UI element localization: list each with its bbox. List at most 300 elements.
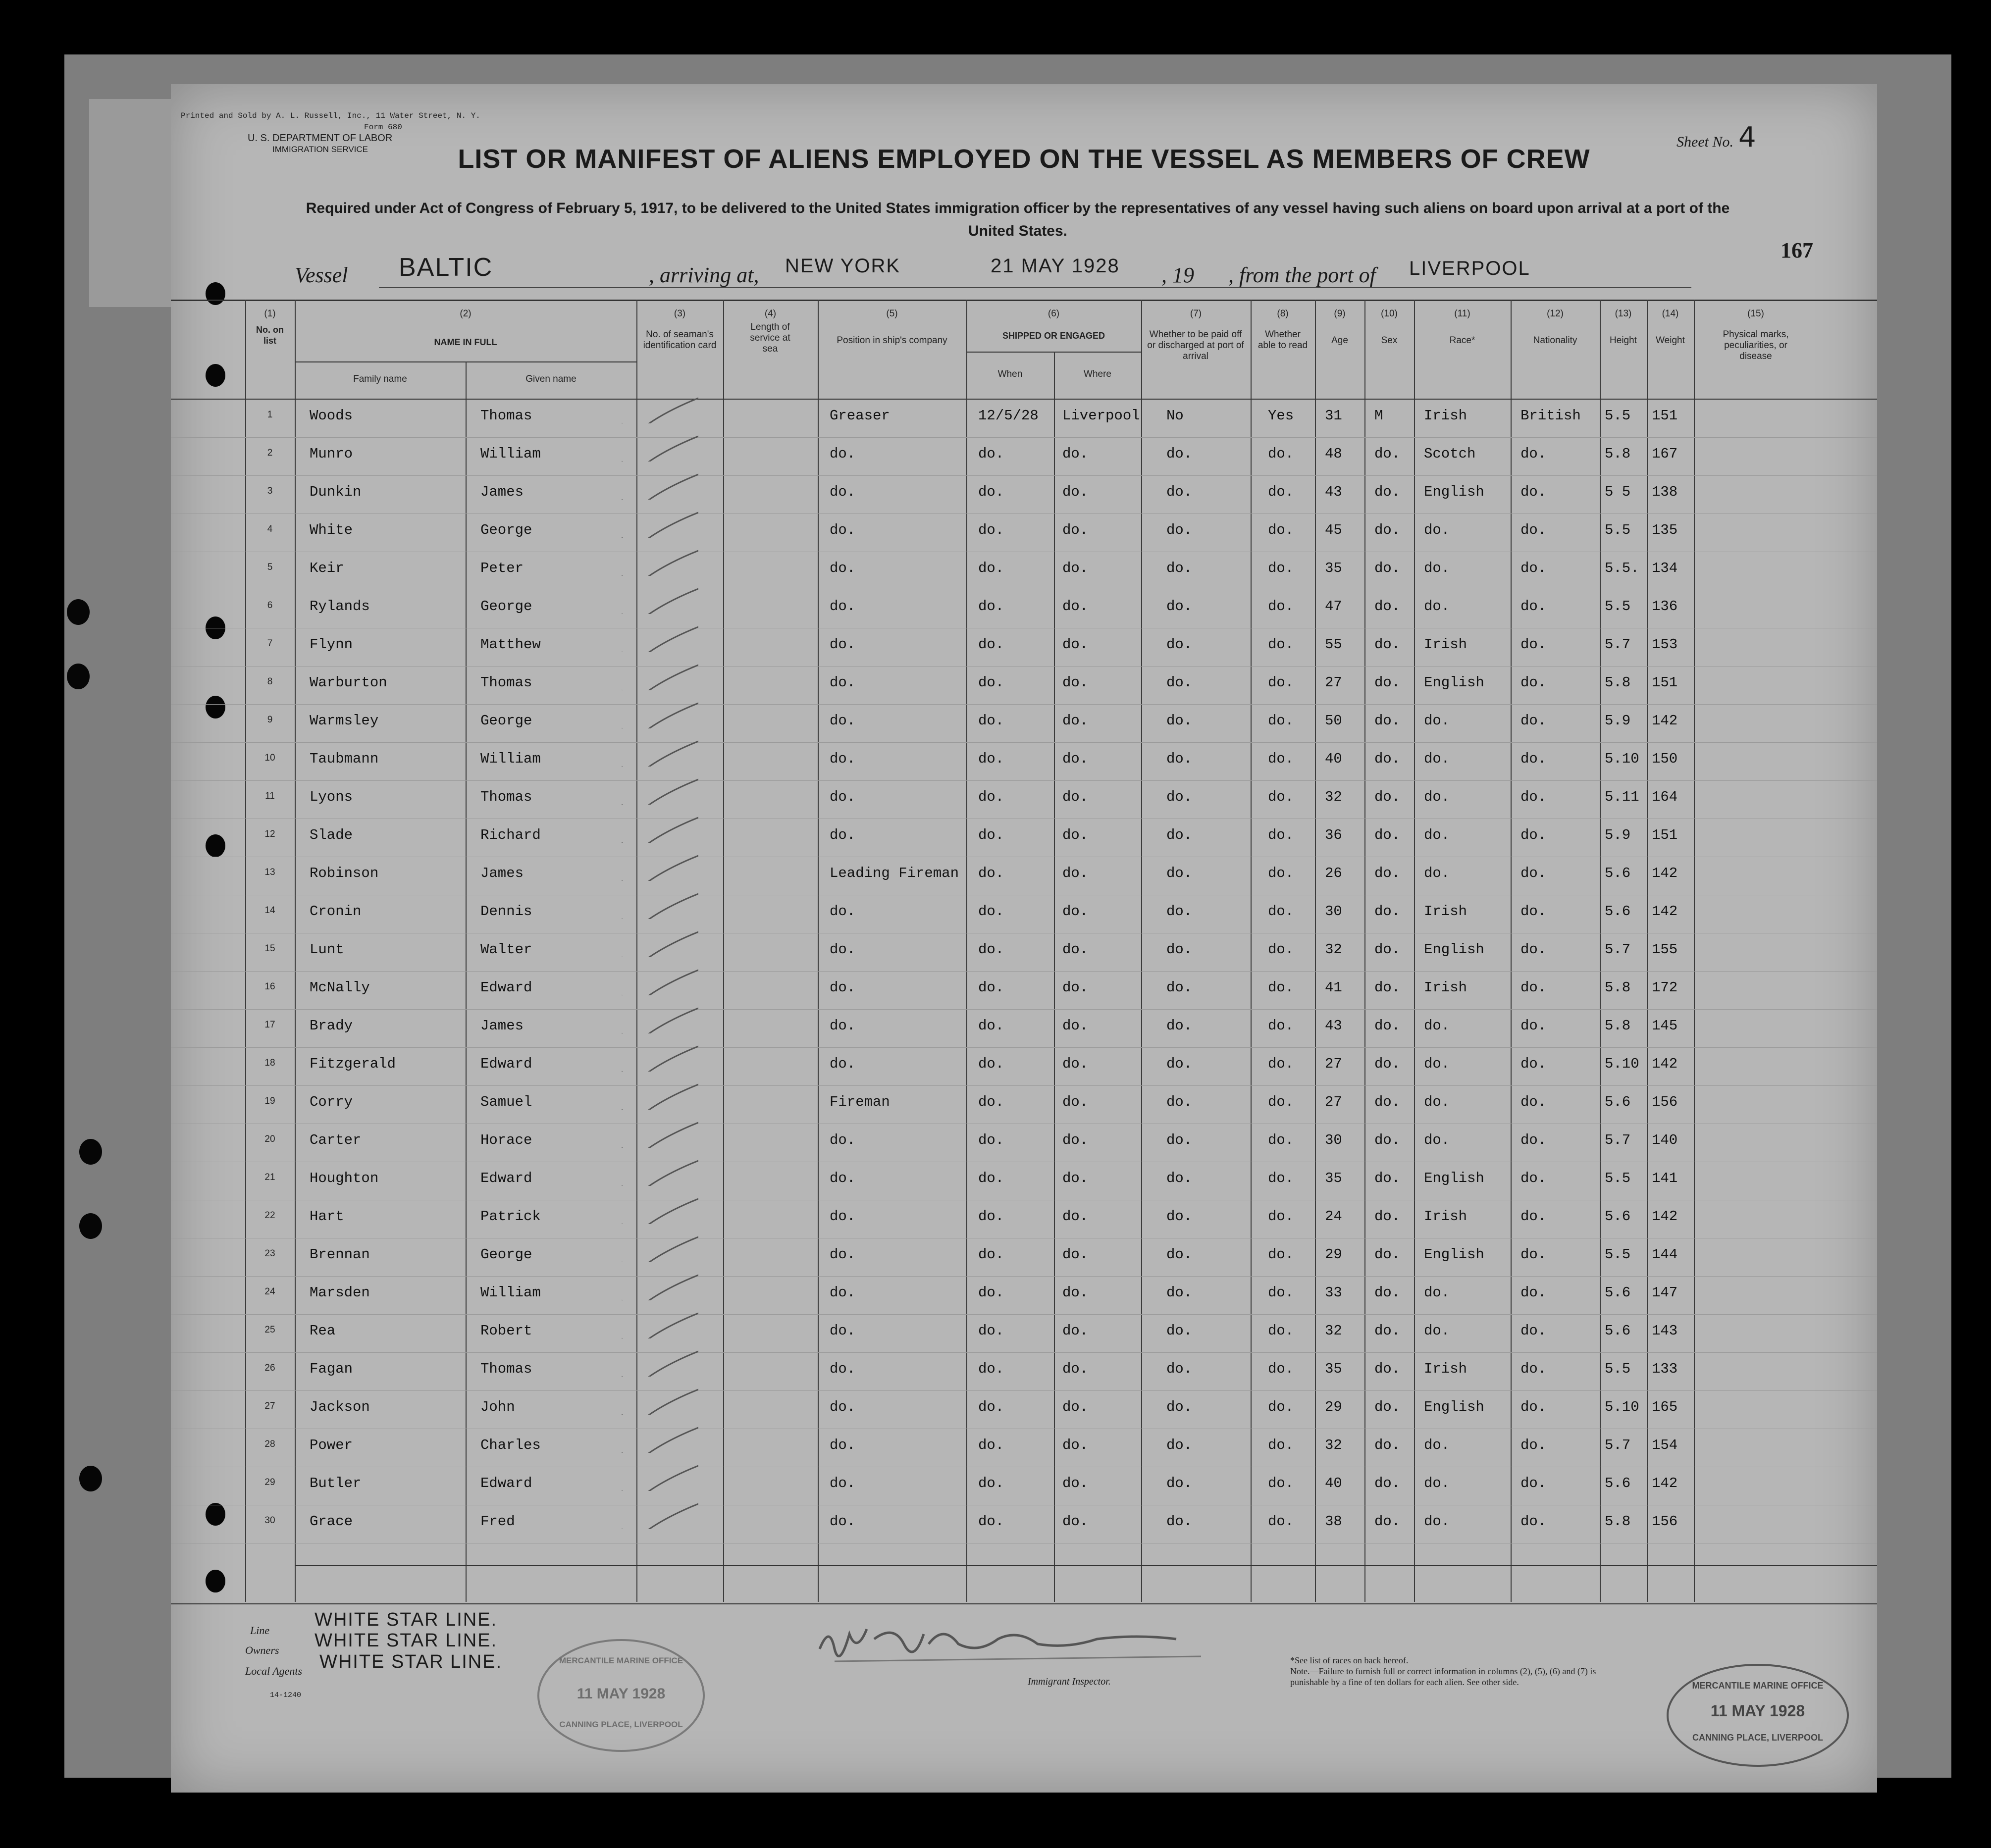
able-to-read-cell: do. — [1268, 941, 1294, 958]
position-cell: do. — [830, 560, 856, 576]
paid-off-cell: do. — [1166, 674, 1193, 691]
binder-hole — [79, 1139, 102, 1165]
given-name-cell: Matthew — [480, 636, 541, 653]
paid-off-cell: No — [1166, 408, 1184, 424]
position-cell: do. — [830, 979, 856, 996]
sex-cell: do. — [1374, 522, 1401, 538]
race-cell: do. — [1424, 560, 1450, 576]
given-name-cell: Thomas — [480, 789, 532, 805]
column-divider — [245, 300, 246, 1602]
sex-cell: do. — [1374, 1284, 1401, 1301]
able-to-read-cell: do. — [1268, 636, 1294, 653]
nationality-cell: do. — [1520, 1094, 1547, 1110]
weight-cell: 138 — [1652, 484, 1678, 500]
paid-off-cell: do. — [1166, 1323, 1193, 1339]
family-name-cell: Keir — [310, 560, 344, 576]
shipped-when-cell: do. — [978, 827, 1004, 843]
row-number-cell: 3 — [267, 486, 273, 496]
column-divider — [1141, 300, 1142, 1602]
check-mark-icon — [614, 432, 698, 462]
check-mark-icon — [614, 927, 698, 957]
given-name-cell: Edward — [480, 1056, 532, 1072]
row-rule — [171, 475, 1877, 476]
column-divider — [466, 361, 467, 1602]
position-cell: do. — [830, 484, 856, 500]
row-rule — [171, 704, 1877, 705]
weight-cell: 134 — [1652, 560, 1678, 576]
shipped-when-cell: do. — [978, 865, 1004, 881]
race-cell: Irish — [1424, 1361, 1467, 1377]
age-cell: 36 — [1325, 827, 1342, 843]
paid-off-cell: do. — [1166, 1361, 1193, 1377]
able-to-read-cell: do. — [1268, 1018, 1294, 1034]
nationality-cell: do. — [1520, 522, 1547, 538]
row-rule — [171, 1352, 1877, 1353]
nationality-cell: do. — [1520, 751, 1547, 767]
paid-off-cell: do. — [1166, 903, 1193, 920]
height-cell: 5.7 — [1605, 1132, 1631, 1148]
family-name-cell: Jackson — [310, 1399, 370, 1415]
family-name-cell: Marsden — [310, 1284, 370, 1301]
position-cell: do. — [830, 789, 856, 805]
family-name-cell: Power — [310, 1437, 353, 1453]
family-name-cell: Brady — [310, 1018, 353, 1034]
row-rule — [171, 1314, 1877, 1315]
nationality-cell: do. — [1520, 1018, 1547, 1034]
able-to-read-cell: do. — [1268, 1513, 1294, 1530]
column-divider — [1251, 300, 1252, 1602]
shipped-when-cell: do. — [978, 636, 1004, 653]
family-name-cell: Dunkin — [310, 484, 362, 500]
race-cell: do. — [1424, 1284, 1450, 1301]
height-cell: 5.9 — [1605, 827, 1631, 843]
nationality-cell: do. — [1520, 1513, 1547, 1530]
check-mark-icon — [614, 966, 698, 995]
table-bottom-border — [295, 1565, 1877, 1566]
race-cell: Irish — [1424, 979, 1467, 996]
weight-cell: 142 — [1652, 713, 1678, 729]
col4-number: (4) — [764, 308, 777, 319]
paid-off-cell: do. — [1166, 1513, 1193, 1530]
position-cell: do. — [830, 446, 856, 462]
shipped-where-cell: do. — [1062, 1361, 1089, 1377]
age-cell: 55 — [1325, 636, 1342, 653]
height-cell: 5.5 — [1605, 1361, 1631, 1377]
page-number: 167 — [1781, 238, 1813, 262]
check-mark-icon — [614, 889, 698, 919]
column-divider — [1511, 300, 1512, 1602]
sex-cell: do. — [1374, 1323, 1401, 1339]
col2-header: NAME IN FULL — [434, 337, 497, 347]
nationality-cell: do. — [1520, 1208, 1547, 1225]
weight-cell: 143 — [1652, 1323, 1678, 1339]
sex-cell: do. — [1374, 713, 1401, 729]
races-note: *See list of races on back hereof. — [1290, 1655, 1409, 1665]
height-cell: 5.7 — [1605, 941, 1631, 958]
given-name-cell: George — [480, 598, 532, 615]
position-cell: do. — [830, 1132, 856, 1148]
weight-cell: 142 — [1652, 865, 1678, 881]
age-cell: 32 — [1325, 1323, 1342, 1339]
sex-cell: do. — [1374, 598, 1401, 615]
family-name-cell: Butler — [310, 1475, 362, 1491]
shipped-when-cell: do. — [978, 1284, 1004, 1301]
sex-cell: do. — [1374, 484, 1401, 500]
shipped-where-cell: do. — [1062, 827, 1089, 843]
race-cell: do. — [1424, 751, 1450, 767]
paid-off-cell: do. — [1166, 446, 1193, 462]
check-mark-icon — [614, 851, 698, 881]
position-cell: do. — [830, 674, 856, 691]
sex-cell: do. — [1374, 1399, 1401, 1415]
age-cell: 24 — [1325, 1208, 1342, 1225]
shipped-when-cell: do. — [978, 1056, 1004, 1072]
shipped-where-cell: do. — [1062, 1246, 1089, 1263]
age-cell: 47 — [1325, 598, 1342, 615]
able-to-read-cell: do. — [1268, 903, 1294, 920]
nationality-cell: do. — [1520, 636, 1547, 653]
sex-cell: do. — [1374, 1132, 1401, 1148]
shipped-where-cell: Liverpool — [1062, 408, 1140, 424]
position-cell: do. — [830, 1513, 856, 1530]
given-name-cell: George — [480, 713, 532, 729]
col2b-header: Given name — [525, 374, 576, 384]
row-number-cell: 24 — [264, 1286, 275, 1297]
height-cell: 5.7 — [1605, 636, 1631, 653]
owners-value: WHITE STAR LINE. — [314, 1630, 498, 1651]
given-name-cell: Thomas — [480, 408, 532, 424]
shipped-when-cell: 12/5/28 — [978, 408, 1039, 424]
row-number-cell: 22 — [264, 1210, 275, 1221]
paid-off-cell: do. — [1166, 484, 1193, 500]
given-name-cell: Charles — [480, 1437, 541, 1453]
family-name-cell: Fitzgerald — [310, 1056, 396, 1072]
col9-number: (9) — [1334, 308, 1346, 319]
family-name-cell: Rylands — [310, 598, 370, 615]
sex-cell: M — [1374, 408, 1383, 424]
column-divider — [295, 300, 296, 1602]
age-cell: 43 — [1325, 1018, 1342, 1034]
col1-header: No. on list — [256, 325, 284, 346]
arrival-port: NEW YORK — [785, 255, 901, 277]
col3-number: (3) — [674, 308, 686, 319]
paid-off-cell: do. — [1166, 1246, 1193, 1263]
family-name-cell: Fagan — [310, 1361, 353, 1377]
check-mark-icon — [614, 1080, 698, 1110]
age-cell: 32 — [1325, 941, 1342, 958]
column-divider — [1647, 300, 1648, 1602]
family-name-cell: Lyons — [310, 789, 353, 805]
paid-off-cell: do. — [1166, 598, 1193, 615]
sex-cell: do. — [1374, 446, 1401, 462]
nationality-cell: do. — [1520, 1361, 1547, 1377]
able-to-read-cell: do. — [1268, 713, 1294, 729]
col5-number: (5) — [886, 308, 898, 319]
position-cell: do. — [830, 751, 856, 767]
age-cell: 40 — [1325, 751, 1342, 767]
given-name-cell: James — [480, 484, 524, 500]
height-cell: 5.6 — [1605, 903, 1631, 920]
height-cell: 5.9 — [1605, 713, 1631, 729]
given-name-cell: James — [480, 1018, 524, 1034]
weight-cell: 165 — [1652, 1399, 1678, 1415]
binder-hole — [67, 599, 90, 625]
position-cell: Leading Fireman — [830, 865, 959, 881]
check-mark-icon — [614, 1499, 698, 1529]
row-number-cell: 23 — [264, 1248, 275, 1259]
shipped-when-cell: do. — [978, 1018, 1004, 1034]
position-cell: do. — [830, 1018, 856, 1034]
height-cell: 5.6 — [1605, 1208, 1631, 1225]
col13-header: Height — [1610, 335, 1637, 346]
col1-number: (1) — [264, 308, 276, 319]
paid-off-cell: do. — [1166, 751, 1193, 767]
paid-off-cell: do. — [1166, 789, 1193, 805]
weight-cell: 140 — [1652, 1132, 1678, 1148]
able-to-read-cell: do. — [1268, 789, 1294, 805]
shipped-when-cell: do. — [978, 560, 1004, 576]
row-number-cell: 2 — [267, 448, 273, 458]
agents-label: Local Agents — [245, 1665, 303, 1677]
race-cell: do. — [1424, 713, 1450, 729]
paid-off-cell: do. — [1166, 636, 1193, 653]
height-cell: 5.5. — [1605, 560, 1639, 576]
age-cell: 33 — [1325, 1284, 1342, 1301]
row-number-cell: 14 — [264, 905, 275, 916]
sex-cell: do. — [1374, 903, 1401, 920]
row-number-cell: 1 — [267, 410, 273, 420]
able-to-read-cell: do. — [1268, 446, 1294, 462]
race-cell: Irish — [1424, 1208, 1467, 1225]
shipped-when-cell: do. — [978, 1170, 1004, 1186]
department-label: U. S. DEPARTMENT OF LABOR — [248, 133, 393, 144]
vessel-label: Vessel — [295, 263, 348, 287]
position-cell: do. — [830, 1323, 856, 1339]
shipped-when-cell: do. — [978, 1208, 1004, 1225]
race-cell: do. — [1424, 522, 1450, 538]
age-cell: 27 — [1325, 1056, 1342, 1072]
able-to-read-cell: do. — [1268, 560, 1294, 576]
nationality-cell: do. — [1520, 941, 1547, 958]
check-mark-icon — [614, 546, 698, 576]
row-rule — [171, 971, 1877, 972]
shipped-where-cell: do. — [1062, 674, 1089, 691]
row-number-cell: 6 — [267, 600, 273, 611]
family-name-cell: Robinson — [310, 865, 379, 881]
able-to-read-cell: do. — [1268, 1399, 1294, 1415]
col6-number: (6) — [1048, 308, 1060, 319]
col9-header: Age — [1331, 335, 1348, 346]
able-to-read-cell: do. — [1268, 1284, 1294, 1301]
shipped-where-cell: do. — [1062, 598, 1089, 615]
line-value: WHITE STAR LINE. — [314, 1609, 498, 1630]
shipped-when-cell: do. — [978, 1323, 1004, 1339]
able-to-read-cell: do. — [1268, 1475, 1294, 1491]
height-cell: 5.5 — [1605, 522, 1631, 538]
col12-number: (12) — [1547, 308, 1564, 319]
col12-header: Nationality — [1533, 335, 1577, 346]
weight-cell: 145 — [1652, 1018, 1678, 1034]
check-mark-icon — [614, 775, 698, 805]
row-rule — [171, 1276, 1877, 1277]
shipped-when-cell: do. — [978, 751, 1004, 767]
weight-cell: 133 — [1652, 1361, 1678, 1377]
given-name-cell: James — [480, 865, 524, 881]
height-cell: 5.11 — [1605, 789, 1639, 805]
able-to-read-cell: do. — [1268, 1246, 1294, 1263]
weight-cell: 154 — [1652, 1437, 1678, 1453]
nationality-cell: do. — [1520, 1437, 1547, 1453]
paid-off-cell: do. — [1166, 560, 1193, 576]
nationality-cell: do. — [1520, 865, 1547, 881]
check-mark-icon — [614, 1156, 698, 1186]
age-cell: 35 — [1325, 1170, 1342, 1186]
stamp-date: 11 MAY 1928 — [1710, 1702, 1805, 1720]
page-subtitle: Required under Act of Congress of February 5, 1917, to be delivered to the United States immigration officer by the representatives of any vessel having such aliens on board upon arrival at a port of the United States. — [306, 200, 1730, 239]
departure-port: LIVERPOOL — [1409, 257, 1530, 279]
height-cell: 5.8 — [1605, 446, 1631, 462]
able-to-read-cell: do. — [1268, 1056, 1294, 1072]
check-mark-icon — [614, 1347, 698, 1377]
form-code: 14-1240 — [270, 1691, 302, 1699]
shipped-when-cell: do. — [978, 1094, 1004, 1110]
race-cell: do. — [1424, 1056, 1450, 1072]
from-port-label: , from the port of — [1228, 263, 1376, 287]
paid-off-cell: do. — [1166, 1132, 1193, 1148]
table-top-border — [171, 300, 1877, 301]
nationality-cell: do. — [1520, 598, 1547, 615]
family-name-cell: Munro — [310, 446, 353, 462]
shipped-when-cell: do. — [978, 1475, 1004, 1491]
col6-header: SHIPPED OR ENGAGED — [1002, 331, 1105, 341]
age-cell: 32 — [1325, 789, 1342, 805]
crew-table — [171, 300, 1877, 1602]
race-cell: English — [1424, 674, 1484, 691]
position-cell: Fireman — [830, 1094, 890, 1110]
height-cell: 5 5 — [1605, 484, 1631, 500]
row-number-cell: 13 — [264, 867, 275, 877]
row-number-cell: 21 — [264, 1172, 275, 1182]
office-stamp-right — [1667, 1664, 1849, 1767]
manifest-page — [171, 84, 1877, 1793]
family-name-cell: Houghton — [310, 1170, 379, 1186]
race-cell: do. — [1424, 1018, 1450, 1034]
column-divider — [1315, 300, 1316, 1602]
shipped-when-cell: do. — [978, 1361, 1004, 1377]
position-cell: do. — [830, 1170, 856, 1186]
table-header-bottom — [171, 399, 1877, 400]
given-name-cell: Edward — [480, 1170, 532, 1186]
age-cell: 30 — [1325, 903, 1342, 920]
column-divider — [1364, 300, 1365, 1602]
shipped-when-cell: do. — [978, 484, 1004, 500]
sex-cell: do. — [1374, 1475, 1401, 1491]
shipped-when-cell: do. — [978, 446, 1004, 462]
paid-off-cell: do. — [1166, 1437, 1193, 1453]
able-to-read-cell: do. — [1268, 1132, 1294, 1148]
able-to-read-cell: do. — [1268, 1094, 1294, 1110]
given-name-cell: Thomas — [480, 1361, 532, 1377]
sex-cell: do. — [1374, 979, 1401, 996]
shipped-where-cell: do. — [1062, 941, 1089, 958]
shipped-where-cell: do. — [1062, 1323, 1089, 1339]
sex-cell: do. — [1374, 1208, 1401, 1225]
col10-header: Sex — [1381, 335, 1398, 346]
able-to-read-cell: do. — [1268, 598, 1294, 615]
position-cell: do. — [830, 1208, 856, 1225]
family-name-cell: Brennan — [310, 1246, 370, 1263]
given-name-cell: Horace — [480, 1132, 532, 1148]
year-label: , 19 — [1161, 263, 1194, 287]
stamp-top-text: MERCANTILE MARINE OFFICE — [1692, 1681, 1824, 1691]
family-name-cell: Corry — [310, 1094, 353, 1110]
age-cell: 30 — [1325, 1132, 1342, 1148]
nationality-cell: do. — [1520, 1170, 1547, 1186]
paid-off-cell: do. — [1166, 522, 1193, 538]
able-to-read-cell: do. — [1268, 1323, 1294, 1339]
family-name-cell: Carter — [310, 1132, 362, 1148]
row-number-cell: 16 — [264, 981, 275, 992]
check-mark-icon — [614, 1042, 698, 1072]
row-number-cell: 4 — [267, 524, 273, 534]
position-cell: do. — [830, 1437, 856, 1453]
weight-cell: 135 — [1652, 522, 1678, 538]
position-cell: do. — [830, 598, 856, 615]
height-cell: 5.6 — [1605, 865, 1631, 881]
nationality-cell: do. — [1520, 713, 1547, 729]
race-cell: do. — [1424, 1094, 1450, 1110]
check-mark-icon — [614, 1004, 698, 1033]
race-cell: English — [1424, 1399, 1484, 1415]
given-name-cell: Robert — [480, 1323, 532, 1339]
col11-header: Race* — [1449, 335, 1475, 346]
shipped-where-cell: do. — [1062, 1018, 1089, 1034]
check-mark-icon — [614, 470, 698, 500]
col3-header: No. of seaman's identification card — [643, 329, 717, 351]
row-rule — [171, 666, 1877, 667]
row-rule — [171, 780, 1877, 781]
age-cell: 43 — [1325, 484, 1342, 500]
nationality-cell: British — [1520, 408, 1581, 424]
position-cell: do. — [830, 1361, 856, 1377]
check-mark-icon — [614, 1423, 698, 1453]
able-to-read-cell: Yes — [1268, 408, 1294, 424]
position-cell: do. — [830, 1475, 856, 1491]
given-name-cell: Fred — [480, 1513, 515, 1530]
binder-hole — [67, 664, 90, 689]
arriving-label: , arriving at, — [649, 263, 759, 287]
nationality-cell: do. — [1520, 446, 1547, 462]
given-name-cell: William — [480, 751, 541, 767]
shipped-where-cell: do. — [1062, 903, 1089, 920]
age-cell: 32 — [1325, 1437, 1342, 1453]
shipped-where-cell: do. — [1062, 1475, 1089, 1491]
given-name-cell: Samuel — [480, 1094, 532, 1110]
col11-number: (11) — [1454, 308, 1470, 319]
given-name-cell: Richard — [480, 827, 541, 843]
given-name-cell: Dennis — [480, 903, 532, 920]
col10-number: (10) — [1381, 308, 1398, 319]
height-cell: 5.5 — [1605, 1246, 1631, 1263]
inspector-signature — [815, 1619, 1221, 1679]
shipped-where-cell: do. — [1062, 1170, 1089, 1186]
paid-off-cell: do. — [1166, 1208, 1193, 1225]
row-number-cell: 11 — [265, 791, 275, 801]
shipped-where-cell: do. — [1062, 1513, 1089, 1530]
sex-cell: do. — [1374, 1170, 1401, 1186]
height-cell: 5.6 — [1605, 1323, 1631, 1339]
col8-header: Whether able to read — [1257, 329, 1308, 351]
